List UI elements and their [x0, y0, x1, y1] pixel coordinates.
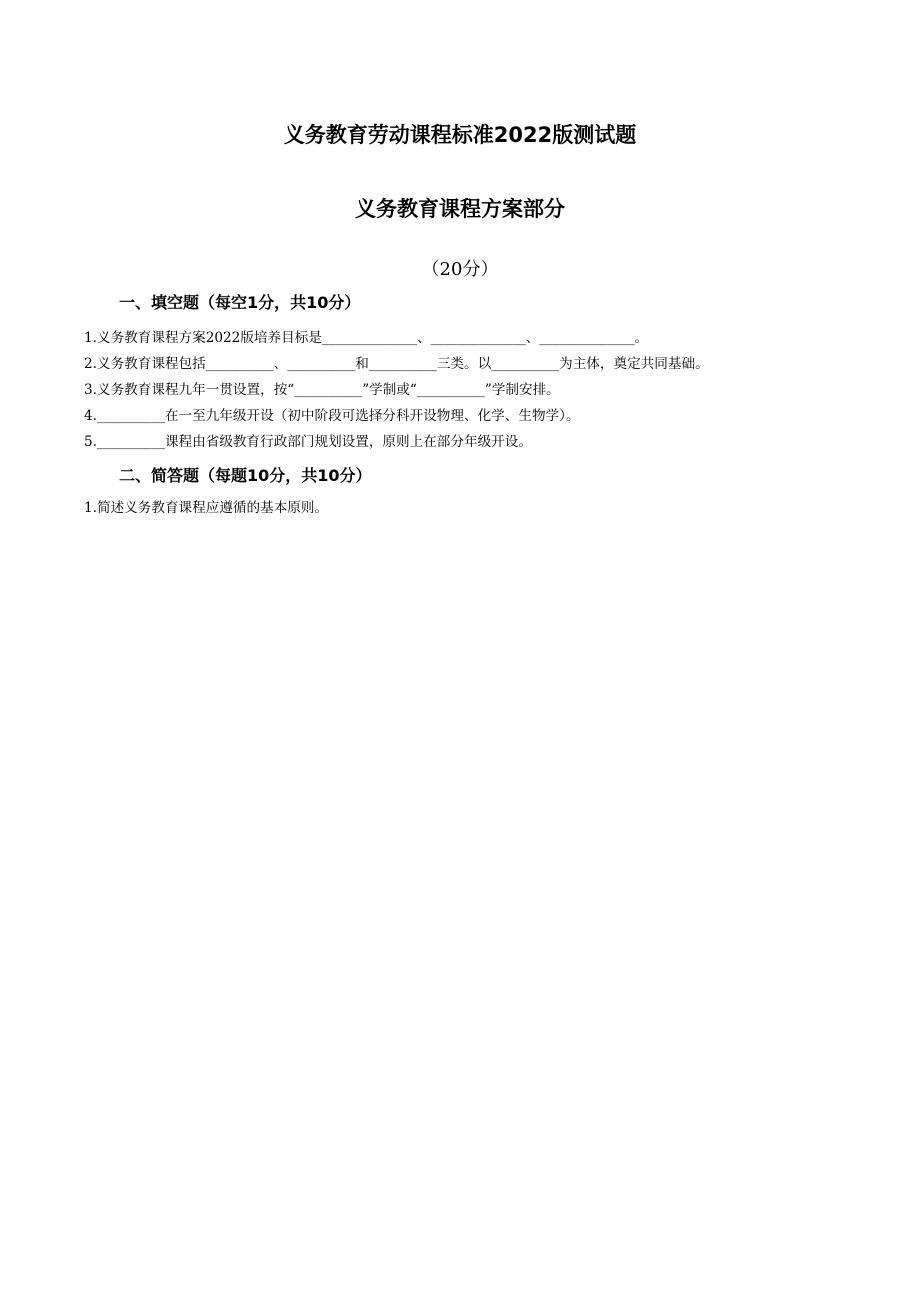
- question-5: 5.__________课程由省级教育行政部门规划设置，原则上在部分年级开设。: [84, 434, 532, 450]
- question-3: 3.义务教育课程九年一贯设置，按“__________”学制或“__________”学制安排。: [84, 382, 560, 398]
- question-2: 2.义务教育课程包括__________、__________和__________三类。以__________为主体，奠定共同基础。: [84, 356, 709, 372]
- main-title: 义务教育劳动课程标准2022版测试题: [283, 123, 637, 147]
- total-score-note: （20分）: [421, 259, 499, 280]
- sub-title: 义务教育课程方案部分: [355, 197, 565, 221]
- question-1: 1.义务教育课程方案2022版培养目标是______________、______________、______________。: [84, 330, 649, 346]
- section-heading-short-answer: 二、简答题（每题10分，共10分）: [119, 466, 372, 485]
- question-4: 4.__________在一至九年级开设（初中阶段可选择分科开设物理、化学、生物学）。: [84, 408, 580, 424]
- short-answer-question-1: 1.简述义务教育课程应遵循的基本原则。: [84, 500, 329, 516]
- section-heading-fill-in-blank: 一、填空题（每空1分，共10分）: [119, 293, 361, 312]
